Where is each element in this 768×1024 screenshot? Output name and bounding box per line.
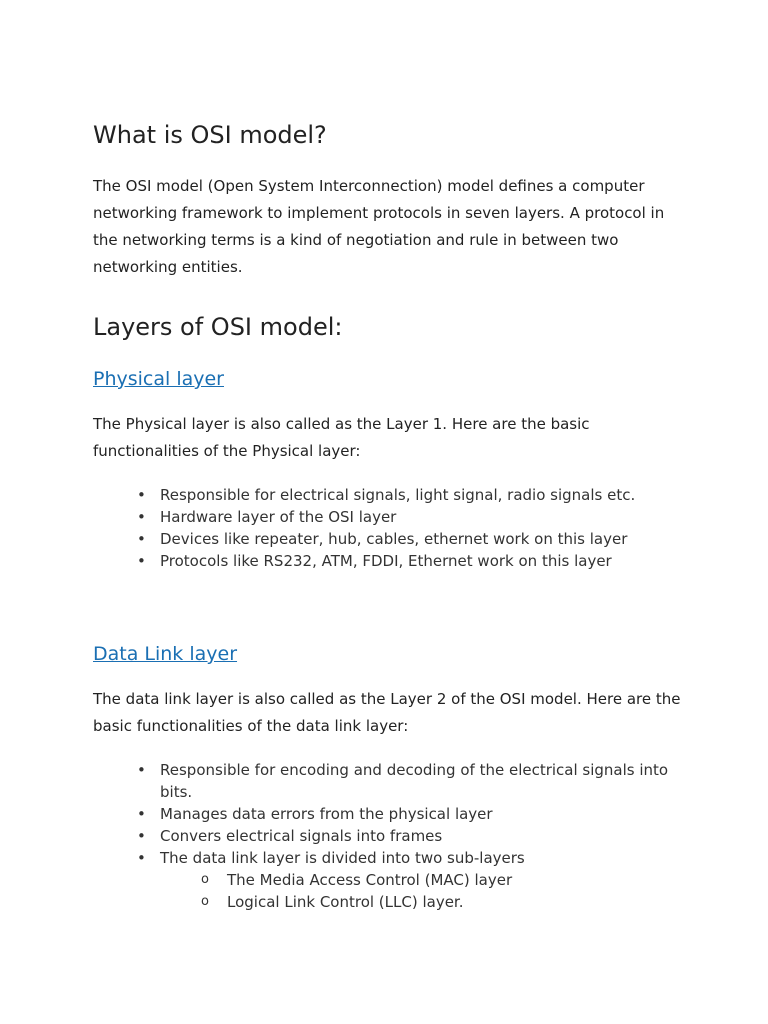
list-item-text: Convers electrical signals into frames — [160, 827, 443, 845]
data-link-layer-paragraph: The data link layer is also called as the Layer 2 of the OSI model. Here are the basic functionalities of the data link layer: — [93, 690, 681, 735]
sub-bullet-glyph: o — [201, 872, 209, 887]
list-item — [93, 528, 680, 550]
bullet-glyph: • — [137, 508, 146, 526]
bullet-glyph: • — [137, 849, 146, 867]
list-item-text: Responsible for encoding and decoding of the electrical signals into bits. — [160, 761, 669, 801]
sub-list-item — [93, 891, 747, 913]
list-item-text: The data link layer is divided into two sub-layers — [160, 849, 525, 867]
sub-list-item-text: The Media Access Control (MAC) layer — [227, 871, 513, 889]
list-item — [93, 550, 680, 572]
list-item-text: Devices like repeater, hub, cables, ethernet work on this layer — [160, 530, 628, 548]
list-item-text: Protocols like RS232, ATM, FDDI, Ethernet work on this layer — [160, 552, 612, 570]
list-item-text: Responsible for electrical signals, light signal, radio signals etc. — [160, 486, 636, 504]
list-item — [93, 759, 680, 803]
bullet-glyph: • — [137, 486, 146, 504]
list-item — [93, 825, 680, 847]
list-item — [93, 803, 680, 825]
layers-title: Layers of OSI model: — [93, 313, 343, 341]
data-link-layer-link[interactable]: Data Link layer — [93, 643, 238, 665]
bullet-glyph: • — [137, 827, 146, 845]
bullet-glyph: • — [137, 805, 146, 823]
bullet-glyph: • — [137, 761, 146, 779]
list-item-text: Hardware layer of the OSI layer — [160, 508, 397, 526]
bullet-glyph: • — [137, 530, 146, 548]
list-item — [93, 506, 680, 528]
physical-layer-link[interactable]: Physical layer — [93, 368, 224, 390]
list-item — [93, 847, 680, 869]
list-item-text: Manages data errors from the physical layer — [160, 805, 493, 823]
physical-layer-paragraph: The Physical layer is also called as the Layer 1. Here are the basic functionalities of the Physical layer: — [93, 415, 590, 460]
sub-bullet-glyph: o — [201, 894, 209, 909]
sub-list-item — [93, 869, 747, 891]
list-item — [93, 484, 680, 506]
data-link-layer-list — [93, 759, 693, 913]
physical-layer-list — [93, 484, 693, 572]
osi-title: What is OSI model? — [93, 121, 327, 149]
sub-list-item-text: Logical Link Control (LLC) layer. — [227, 893, 464, 911]
osi-intro-paragraph: The OSI model (Open System Interconnection) model defines a computer networking framework to implement protocols in seven layers. A protocol in the networking terms is a kind of negotiation and rule in between two networking entities. — [93, 177, 665, 276]
bullet-glyph: • — [137, 552, 146, 570]
